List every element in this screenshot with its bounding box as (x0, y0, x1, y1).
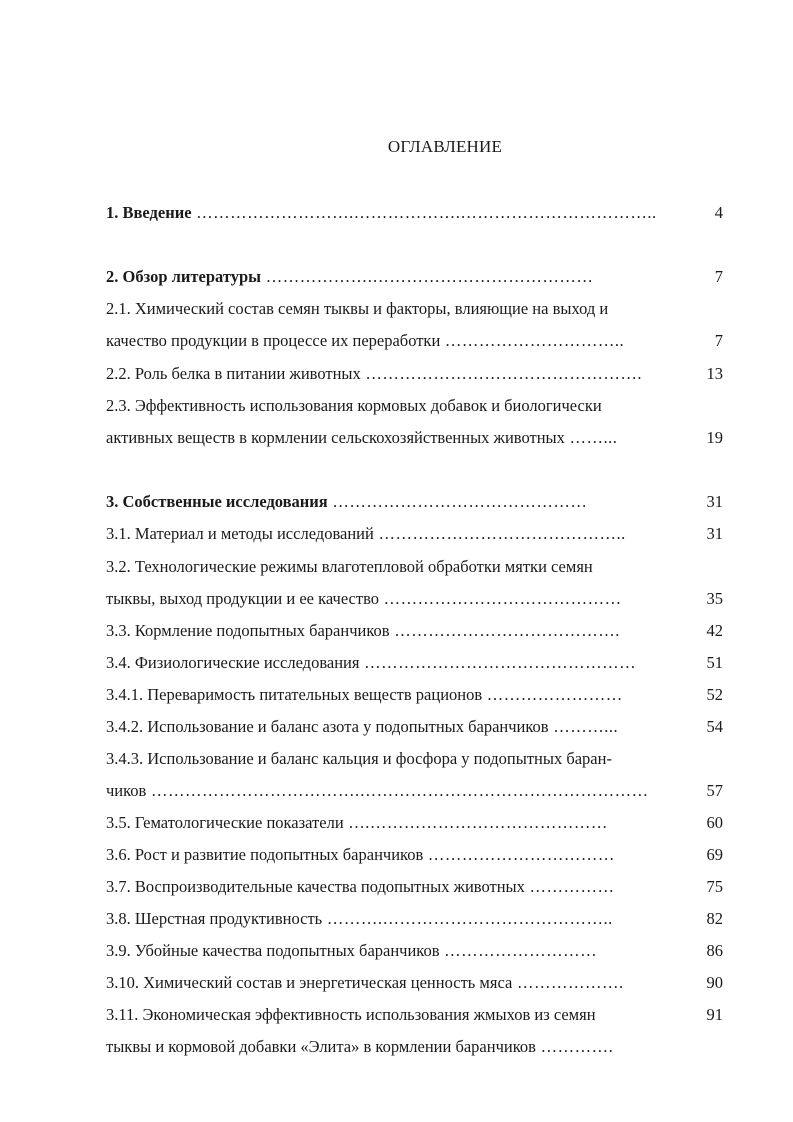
toc-entry-text: качество продукции в процессе их переработки (106, 331, 441, 350)
toc-entry-line (106, 779, 680, 803)
toc-entry-line (106, 971, 680, 995)
toc-leader-dots: ……………………….……………….…………………………….. (191, 203, 657, 222)
toc-leader-dots: ………………………….. (440, 331, 625, 350)
toc-entry-line (106, 1035, 680, 1059)
toc-entry-line (106, 907, 680, 931)
toc-leader-dots: ……………….………………………………… (261, 267, 594, 286)
toc-entry-text: 2. Обзор литературы (106, 267, 262, 286)
toc-entry-line (106, 1003, 680, 1027)
toc-leader-dots: ……………………………….…………………………………………… (146, 781, 649, 800)
toc-entry-line (106, 747, 680, 771)
toc-entry-text: чиков (106, 781, 147, 800)
toc-page-number: 75 (706, 877, 723, 896)
toc-entry-text: 3.3. Кормление подопытных баранчиков (106, 621, 390, 640)
toc-leader-dots: ………………………………………… (359, 653, 637, 672)
toc-page-number: 52 (706, 685, 723, 704)
toc-entry-text: 3.4. Физиологические исследования (106, 653, 360, 672)
toc-entry-line (106, 426, 680, 450)
toc-entry-text: 2.1. Химический состав семян тыквы и факторы, влияющие на выход и (106, 299, 609, 318)
toc-leader-dots: …………………………………… (379, 589, 622, 608)
toc-entry-line (106, 939, 680, 963)
toc-entry-line (106, 201, 680, 225)
toc-entry-text: тыквы, выход продукции и ее качество (106, 589, 380, 608)
toc-entry-text: 3.8. Шерстная продуктивность (106, 909, 323, 928)
toc-entry-line (106, 394, 680, 418)
toc-entry-text: 3.6. Рост и развитие подопытных баранчиков (106, 845, 424, 864)
toc-entry-text: 3.7. Воспроизводительные качества подопытных животных (106, 877, 525, 896)
toc-entry-text: 3.10. Химический состав и энергетическая ценность мяса (106, 973, 513, 992)
toc-entry-line (106, 265, 680, 289)
toc-page-number: 35 (706, 589, 723, 608)
toc-entry-text: 1. Введение (106, 203, 192, 222)
toc-leader-dots: ……………………… (439, 941, 598, 960)
toc-entry-line (106, 843, 680, 867)
toc-entry-line (106, 555, 680, 579)
toc-entry-text: 3.1. Материал и методы исследований (106, 524, 374, 543)
toc-leader-dots: …………… (524, 877, 615, 896)
page-title: ОГЛАВЛЕНИЕ (387, 137, 503, 156)
toc-entry-line (106, 619, 680, 643)
toc-leader-dots: ………………. (512, 973, 624, 992)
toc-page-number: 57 (706, 781, 723, 800)
toc-page-number: 90 (706, 973, 723, 992)
toc-entry-text: 3.11. Экономическая эффективность использования жмыхов из семян (106, 1005, 596, 1024)
toc-entry-line (106, 522, 680, 546)
toc-entry-line (106, 715, 680, 739)
toc-page-number: 82 (706, 909, 723, 928)
toc-entry-line (106, 297, 680, 321)
toc-leader-dots: ….…………………………………… (343, 813, 608, 832)
toc-entry-line (106, 490, 680, 514)
toc-entry-text: активных веществ в кормлении сельскохозяйственных животных (106, 428, 565, 447)
toc-page-number: 7 (714, 331, 723, 350)
toc-page-number: 19 (706, 428, 723, 447)
toc-leader-dots: ……………………………………… (327, 492, 588, 511)
toc-leader-dots: …………………………………….. (373, 524, 626, 543)
toc-leader-dots: ………... (548, 717, 619, 736)
toc-page-number: 86 (706, 941, 723, 960)
toc-page-number: 91 (706, 1005, 723, 1024)
toc-entry-text: 3.5. Гематологические показатели (106, 813, 344, 832)
toc-entry-text: 3.4.3. Использование и баланс кальция и фосфора у подопытных баран- (106, 749, 612, 768)
toc-entry-text: 3.4.1. Переваримость питательных веществ рационов (106, 685, 483, 704)
toc-leader-dots: …………………………………………. (360, 364, 643, 383)
toc-entry-line (106, 651, 680, 675)
toc-entry-line (106, 683, 680, 707)
toc-entry-text: 3. Собственные исследования (106, 492, 328, 511)
toc-page-number: 51 (706, 653, 723, 672)
toc-page-number: 31 (706, 524, 723, 543)
toc-page-number: 69 (706, 845, 723, 864)
toc-entry-text: 2.3. Эффективность использования кормовых добавок и биологически (106, 396, 602, 415)
toc-entry-text: 3.9. Убойные качества подопытных баранчиков (106, 941, 440, 960)
toc-entry-text: тыквы и кормовой добавки «Элита» в кормлении баранчиков (106, 1037, 536, 1056)
toc-leader-dots: …………. (535, 1037, 614, 1056)
toc-leader-dots: …………………………………. (389, 621, 620, 640)
toc-page-number: 42 (706, 621, 723, 640)
toc-page-number: 7 (714, 267, 723, 286)
toc-page-number: 13 (706, 364, 723, 383)
toc-page-number: 54 (706, 717, 723, 736)
toc-page-number: 4 (714, 203, 723, 222)
toc-page-number: 60 (706, 813, 723, 832)
toc-entry-text: 2.2. Роль белка в питании животных (106, 364, 361, 383)
toc-entry-line (106, 362, 680, 386)
toc-leader-dots: ……….………………………………….. (322, 909, 613, 928)
toc-entry-text: 3.4.2. Использование и баланс азота у подопытных баранчиков (106, 717, 549, 736)
toc-entry-line (106, 329, 680, 353)
toc-entry-line (106, 875, 680, 899)
toc-entry-line (106, 811, 680, 835)
toc-leader-dots: …………………… (482, 685, 623, 704)
toc-entry-line (106, 587, 680, 611)
toc-leader-dots: …………………………… (423, 845, 615, 864)
toc-page-number: 31 (706, 492, 723, 511)
toc-entry-text: 3.2. Технологические режимы влаготепловой обработки мятки семян (106, 557, 593, 576)
toc-leader-dots: ……... (564, 428, 618, 447)
